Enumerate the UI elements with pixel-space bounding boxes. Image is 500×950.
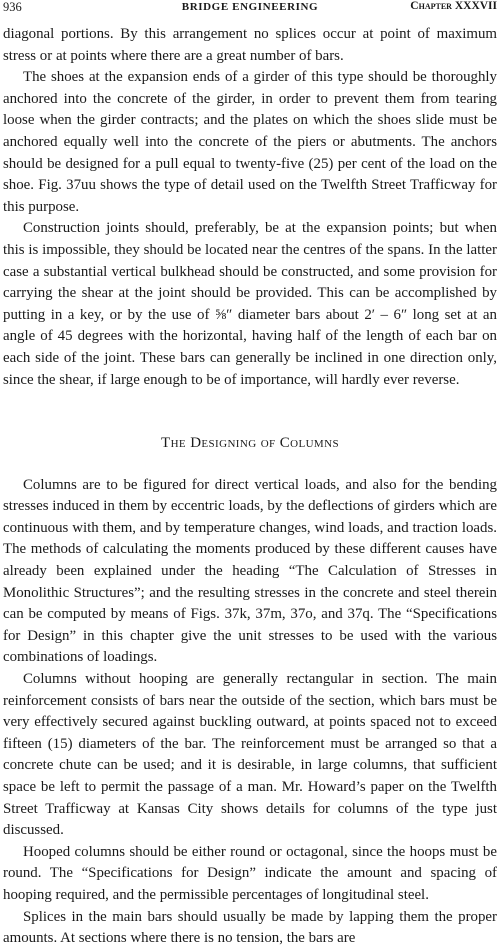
paragraph-construction-joints: Construction joints should, preferably, be at the expansion points; but when this is impossible, they should be located near the centres of the spans. In the latter case a substantial vertical bulkhead should be constructed, and some provision for carrying the shear at the joint should be provided. This can be accomplished by putting in a key, or by the use of ⅝″ diameter bars about 2′ – 6″ long set at an angle of 45 degrees with the horizontal, having half of the length of each bar on each side of the joint. These bars can generally be inclined in one direction only, since the shear, if large enough to be of importance, will hardly ever reverse. xyxy=(3,220,497,388)
paragraph-column-loads: Columns are to be figured for direct vertical loads, and also for the bending stresses induced in them by eccentric loads, by the deflections of girders which are continuous with them, and by temperature changes, wind loads, and traction loads. The methods of calculating the moments produced by these different causes have already been explained under the heading “The Calculation of Stresses in Monolithic Structures”; and the resulting stresses in the concrete and steel therein can be computed by means of Figs. 37k, 37m, 37o, and 37q. The “Specifications for Design” in this chapter give the unit stresses to be used with the various combinations of loadings. xyxy=(3,476,497,666)
running-title: BRIDGE ENGINEERING xyxy=(181,1,319,13)
paragraph-splices: Splices in the main bars should usually be made by lapping them the proper amounts. At sections where there is no tension, the bars are xyxy=(3,908,497,947)
paragraph-unhooped-columns: Columns without hooping are generally rectangular in section. The main reinforcement consists of bars near the outside of the section, which bars must be very effectively secured against buckling outward, at points spaced not to exceed fifteen (15) diameters of the bar. The reinforcement must be arranged so that a concrete chute can be used; and it is desirable, in large columns, that sufficient space be left to permit the passage of a man. Mr. Howard’s paper on the Twelfth Street Trafficway at Kansas City shows details for columns of the type just discussed. xyxy=(3,671,497,839)
chapter-word: Chapter xyxy=(410,0,452,12)
page-body xyxy=(3,24,497,950)
chapter-label xyxy=(410,0,497,12)
paragraph-shoes-anchorage: The shoes at the expansion ends of a girder of this type should be thoroughly anchored into the concrete of the girder, in order to prevent them from tearing loose when the girder contracts; and the plates on which the shoes slide must be anchored equally well into the concrete of the piers or abutments. The anchors should be designed for a pull equal to twenty-five (25) per cent of the load on the shoe. Fig. 37uu shows the type of detail used on the Twelfth Street Trafficway for this purpose. xyxy=(3,69,497,215)
page-number: 936 xyxy=(3,0,22,14)
section-heading: The Designing of Columns xyxy=(161,435,339,452)
paragraph-continued: diagonal portions. By this arrangement no splices occur at point of maximum stress or at points where there are a great number of bars. xyxy=(3,26,497,64)
chapter-number: XXXVII xyxy=(454,0,497,12)
paragraph-hooped-columns: Hooped columns should be either round or octagonal, since the hoops must be round. The “Specifications for Design” indicate the amount and spacing of hooping required, and the permissible percentages of longitudinal steel. xyxy=(3,843,497,903)
running-header xyxy=(3,0,497,18)
